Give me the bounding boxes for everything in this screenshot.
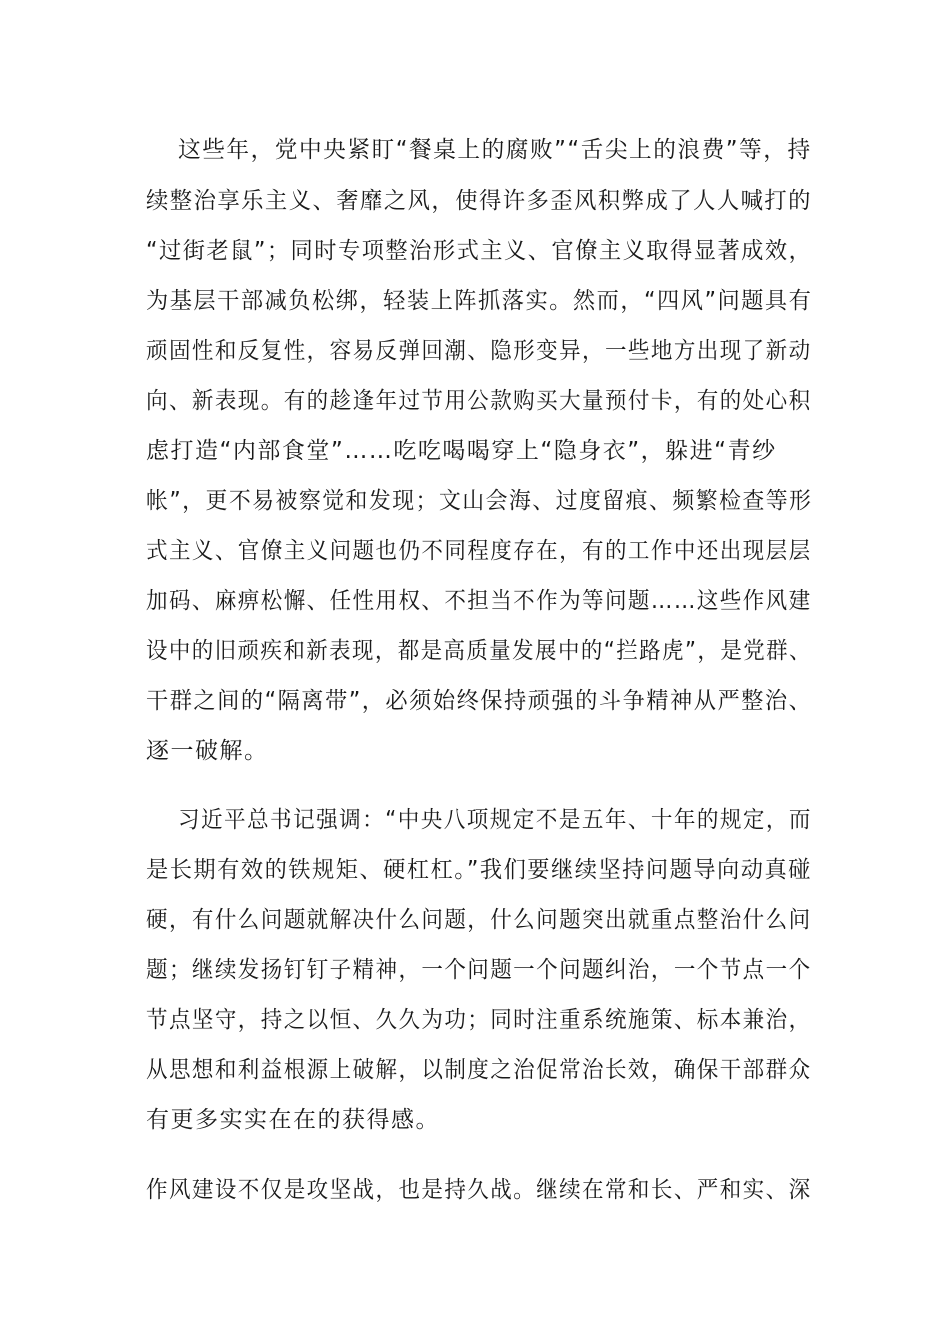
paragraph-1-line-12: 干群之间的“隔离带”，必须始终保持顽强的斗争精神从严整治、: [146, 688, 813, 714]
paragraph-1-line-9: 式主义、官僚主义问题也仍不同程度存在，有的工作中还出现层层: [146, 538, 812, 564]
paragraph-1-line-11: 设中的旧顽疾和新表现，都是高质量发展中的“拦路虎”，是党群、: [146, 638, 812, 664]
paragraph-1-line-7: 虑打造“内部食堂”……吃吃喝喝穿上“隐身衣”，躲进“青纱: [146, 438, 777, 464]
paragraph-1-line-8: 帐”，更不易被察觉和发现；文山会海、过度留痕、频繁检查等形: [146, 488, 813, 514]
paragraph-1-line-10: 加码、麻痹松懈、任性用权、不担当不作为等问题……这些作风建: [146, 588, 812, 614]
paragraph-2-line-4: 题；继续发扬钉钉子精神，一个问题一个问题纠治，一个节点一个: [146, 957, 812, 983]
paragraph-1-line-6: 向、新表现。有的趁逢年过节用公款购买大量预付卡，有的处心积: [146, 388, 812, 414]
paragraph-2-line-7: 有更多实实在在的获得感。: [146, 1107, 440, 1133]
paragraph-2-line-3: 硬，有什么问题就解决什么问题，什么问题突出就重点整治什么问: [146, 907, 812, 933]
paragraph-2-line-2: 是长期有效的铁规矩、硬杠杠。”我们要继续坚持问题导向动真碰: [146, 857, 812, 883]
paragraph-1-line-4: 为基层干部减负松绑，轻装上阵抓落实。然而，“四风”问题具有: [146, 288, 813, 314]
paragraph-3-line-1: 作风建设不仅是攻坚战，也是持久战。继续在常和长、严和实、深: [146, 1177, 812, 1203]
paragraph-2-line-6: 从思想和利益根源上破解，以制度之治促常治长效，确保干部群众: [146, 1057, 812, 1083]
paragraph-1-line-2: 续整治享乐主义、奢靡之风，使得许多歪风积弊成了人人喊打的: [146, 188, 812, 214]
paragraph-2-line-5: 节点坚守，持之以恒、久久为功；同时注重系统施策、标本兼治，: [146, 1007, 812, 1033]
paragraph-1-line-1: 这些年，党中央紧盯“餐桌上的腐败”“舌尖上的浪费”等，持: [178, 137, 812, 163]
paragraph-1-line-13: 逐一破解。: [146, 738, 269, 764]
paragraph-1-line-5: 顽固性和反复性，容易反弹回潮、隐形变异，一些地方出现了新动: [146, 338, 812, 364]
paragraph-1-line-3: “过街老鼠”；同时专项整治形式主义、官僚主义取得显著成效，: [146, 238, 813, 264]
paragraph-2-line-1: 习近平总书记强调：“中央八项规定不是五年、十年的规定，而: [178, 807, 812, 833]
